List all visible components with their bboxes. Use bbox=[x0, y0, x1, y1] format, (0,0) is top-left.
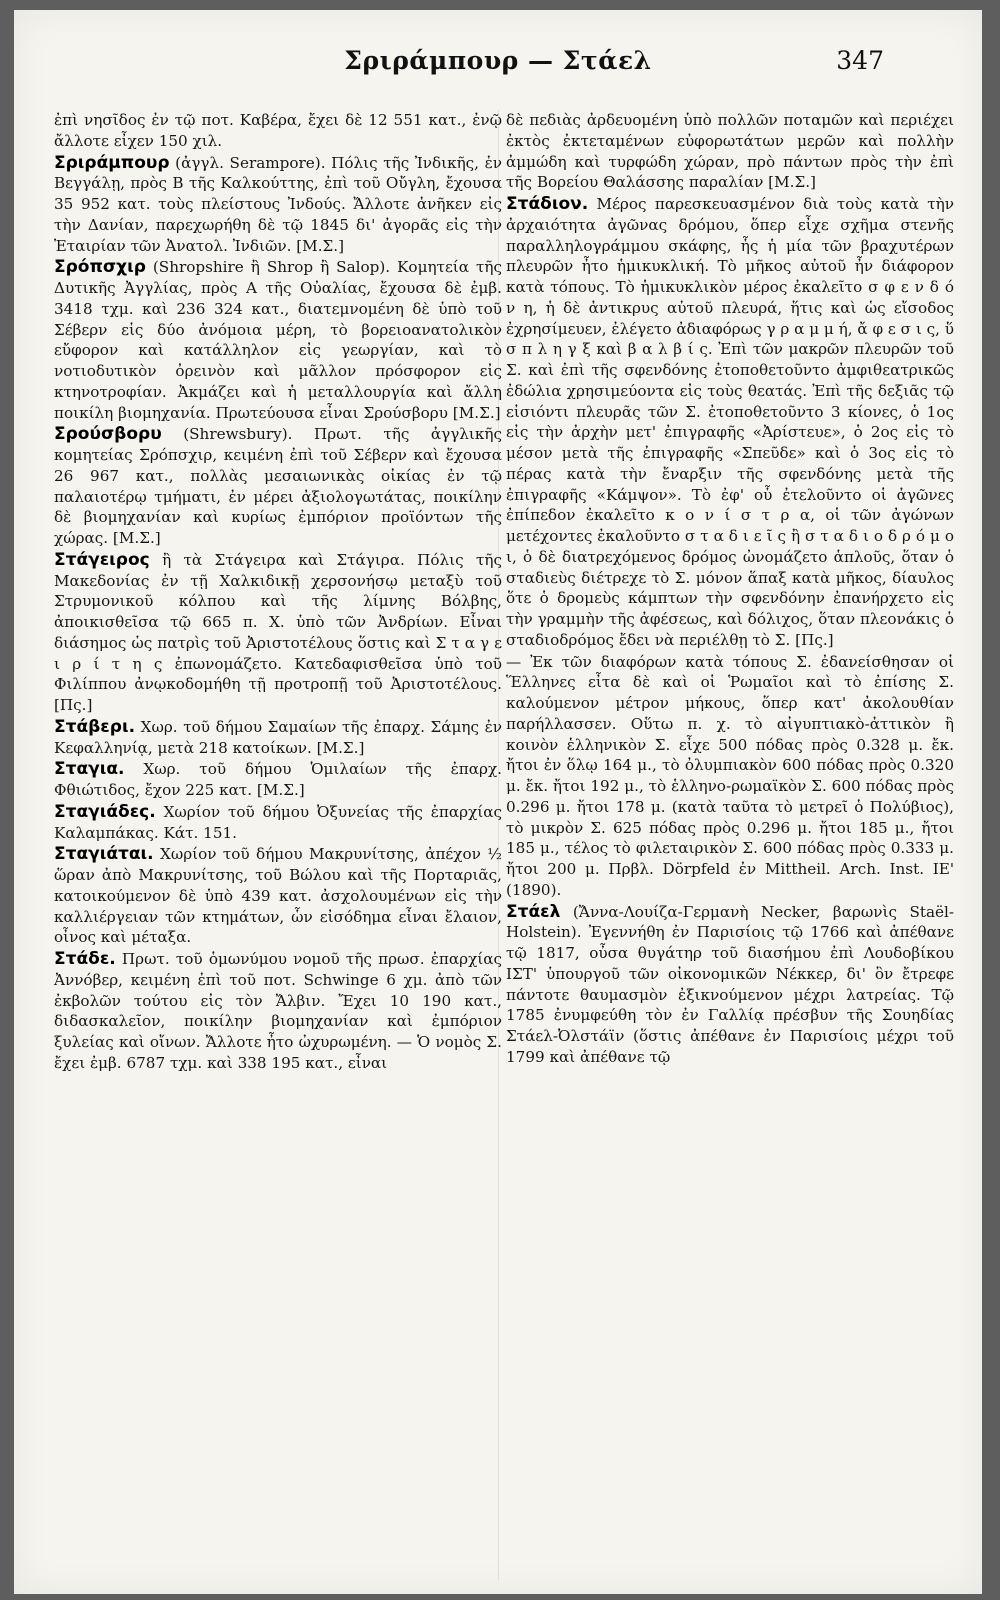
entry-text: Χωρίον τοῦ δήμου Ὀξυνείας τῆς ἐπαρχίας Καλαμπάκας. Κάτ. 151. bbox=[54, 802, 502, 842]
dictionary-entry bbox=[54, 110, 502, 152]
entry-text: ἢ τὰ Στάγειρα καὶ Στάγιρα. Πόλις τῆς Μακεδονίας ἐν τῇ Χαλκιδικῇ χερσονήσῳ μεταξὺ τοῦ Στρυμονικοῦ κόλπου καὶ τῆς λίμνης Βόλβης, ἀποικισθεῖσα τῷ 665 π. Χ. ὑπὸ τῶν Ἀνδρίων. Εἶναι διάσημος ὡς πατρὶς τοῦ Ἀριστοτέλους ὅστις καὶ Σ τ α γ ε ι ρ ί τ η ς ἐπωνομάζετο. Κατεδαφισθεῖσα ὑπὸ τοῦ Φιλίππου ἀνῳκοδομήθη τῇ προτροπῇ τοῦ Ἀριστοτέλους. [Πς.] bbox=[54, 550, 502, 714]
dictionary-entry bbox=[506, 652, 954, 901]
entry-text: Μέρος παρεσκευασμένον διὰ τοὺς κατὰ τὴν ἀρχαιότητα ἀγῶνας δρόμου, ὅπερ εἶχε σχῆμα στενῆς παραλληλογράμμου σκάφης, ἧς ἡ μία τῶν βραχυτέρων πλευρῶν ἦτο ἡμικυκλική. Τὸ μῆκος αὐτοῦ ἦν διάφορον κατὰ τόπους. Τὸ ἡμικυκλικὸν μέρος ἐκαλεῖτο σ φ ε ν δ ό ν η, ἡ δὲ ἀντικρυς αὐτοῦ πλευρά, ἥτις καὶ ὡς εἴσοδος ἐχρησίμευεν, ἐλέγετο ἀδιαφόρως γ ρ α μ μ ή, ἄ φ ε σ ι ς, ὕ σ π λ η γ ξ καὶ β α λ β ί ς. Ἐπὶ τῶν μακρῶν πλευρῶν τοῦ Σ. καὶ ἐπὶ τῆς σφενδόνης ἐτοποθετοῦντο ἀμφιθεατρικῶς ἐδώλια χρησιμεύοντα εἰς τοὺς θεατάς. Ἐπὶ τῆς δεξιᾶς τῷ εἰσιόντι πλευρᾶς τῶν Σ. ἐτοποθετοῦντο 3 κίονες, ὁ 1ος εἰς τὴν ἀρχὴν μετ' ἐπιγραφῆς «Ἀρίστευε», ὁ 2ος εἰς τὸ μέσον μετὰ τῆς ἐπιγραφῆς «Σπεῦδε» καὶ ὁ 3ος εἰς τὸ πέρας κατὰ τὴν ἔναρξιν τῆς σφενδόνης μετὰ τῆς ἐπιγραφῆς «Κάμψον». Τὸ ἐφ' οὗ ἐτελοῦντο οἱ ἀγῶνες ἐπίπεδον ἐκαλεῖτο κ ο ν ί σ τ ρ α, οἱ τῶν ἀγώνων μετέχοντες ἐκαλοῦντο σ τ α δ ι ε ῖ ς ἢ σ τ α δ ι ο δ ρ ό μ ο ι, ὁ δὲ διατρεχόμενος δρόμος ὠνομάζετο ἁπλοῦς, ὅταν ὁ σταδιεὺς διέτρεχε τὸ Σ. μόνον ἅπαξ κατὰ μῆκος, δίαυλος ὅτε ὁ δρομεὺς κάμπτων τὴν σφενδόνην ἐπανήρχετο εἰς τὴν γραμμὴν τῆς ἀφέσεως, καὶ δόλιχος, ὅταν πλεονάκις ὁ σταδιοδρόμος ἔδει νὰ περιέλθῃ τὸ Σ. [Πς.] bbox=[506, 195, 954, 649]
dictionary-entry bbox=[54, 717, 502, 759]
entry-headword: Σριράμπουρ bbox=[54, 152, 170, 173]
running-title: Σριράμπουρ — Στάελ bbox=[344, 46, 652, 75]
entry-headword: Σταγιάδες. bbox=[54, 801, 156, 822]
page-number: 347 bbox=[836, 46, 884, 75]
entry-headword: Στάβερι. bbox=[54, 716, 136, 737]
right-column bbox=[506, 110, 954, 1069]
entry-headword: Σταγιάται. bbox=[54, 844, 154, 865]
entry-text: (Shropshire ἢ Shrop ἢ Salop). Κομητεία τῆς Δυτικῆς Ἀγγλίας, πρὸς Α τῆς Οὐαλίας, ἔχουσα δὲ ἐμβ. 3418 τχμ. καὶ 236 324 κατ., διατεμνομένη δὲ ὑπὸ τοῦ Σέβερν εἰς δύο ἀνόμοια μέρη, τὸ βορειοανατολικὸν εὔφορον καὶ κατάλληλον εἰς γεωργίαν, καὶ τὸ νοτιοδυτικὸν ὀρεινὸν καὶ μᾶλλον πρόσφορον εἰς κτηνοτροφίαν. Ἀκμάζει καὶ ἡ μεταλλουργία καὶ ἄλλη ποικίλη βιομηχανία. Πρωτεύουσα εἶναι Σρούσβορυ [Μ.Σ.] bbox=[54, 258, 502, 422]
entry-text: Χωρίον τοῦ δήμου Μακρυνίτσης, ἀπέχον ½ ὥραν ἀπὸ Μακρυνίτσης, τοῦ Βώλου καὶ τῆς Πορταριᾶς, κατοικούμενον δὲ ὑπὸ 439 κατ. ἀσχολουμένων εἰς τὴν καλλιέργειαν τῶν κτημάτων, ὧν εἰσόδημα εἶναι ἔλαιον, οἶνος καὶ μέταξα. bbox=[54, 845, 502, 947]
entry-text: δὲ πεδιὰς ἀρδευομένη ὑπὸ πολλῶν ποταμῶν καὶ περιέχει ἐκτὸς ἐκτεταμένων εὐφορωτάτων μερῶν καὶ πολλὴν ἀμμώδη καὶ τυρφώδη χώραν, πρὸ πάντων πρὸς τὴν ἐπὶ τῆς Βορείου Θαλάσσης παραλίαν [Μ.Σ.] bbox=[506, 111, 954, 192]
dictionary-entry bbox=[54, 949, 502, 1074]
dictionary-entry bbox=[54, 424, 502, 549]
entry-text: ἐπὶ νησῖδος ἐν τῷ ποτ. Καβέρα, ἔχει δὲ 12 551 κατ., ἐνῷ ἄλλοτε εἶχεν 150 χιλ. bbox=[54, 111, 502, 150]
entry-text: Χωρ. τοῦ δήμου Σαμαίων τῆς ἐπαρχ. Σάμης ἐν Κεφαλληνίᾳ, μετὰ 218 κατοίκων. [Μ.Σ.] bbox=[54, 717, 502, 757]
dictionary-entry bbox=[54, 153, 502, 257]
dictionary-entry bbox=[506, 902, 954, 1068]
entry-headword: Σρόπσχιρ bbox=[54, 257, 146, 278]
dictionary-entry bbox=[54, 759, 502, 801]
running-head bbox=[14, 46, 982, 82]
entry-headword: Στάδιον. bbox=[506, 194, 589, 214]
entry-text: (Ἄννα-Λουίζα-Γερμανὴ Necker, βαρωνὶς Staël-Holstein). Ἐγεννήθη ἐν Παρισίοις τῷ 1766 καὶ ἀπέθανε τῷ 1817, οὖσα θυγάτηρ τοῦ διασήμου ἐπὶ Λουδοβίκου ΙΣΤ' ὑπουργοῦ τῶν οἰκονομικῶν Νέκκερ, δι' ὃν ἔτρεφε πάντοτε θαυμασμὸν ἐξικνούμενον μέχρι λατρείας. Τῷ 1785 ἐνυμφεύθη τὸν ἐν Γαλλίᾳ πρέσβυν τῆς Σουηδίας Στάελ-Ὀλστάϊν (ὅστις ἀπέθανε ἐν Παρισίοις μέχρι τοῦ 1799 καὶ ἀπέθανε τῷ bbox=[506, 902, 954, 1066]
entry-text: (Shrewsbury). Πρωτ. τῆς ἀγγλικῆς κομητείας Σρόπσχιρ, κειμένη ἐπὶ τοῦ Σέβερν καὶ ἔχουσα 26 967 κατ., πολλὰς μεσαιωνικὰς οἰκίας ἐν τῷ παλαιοτέρῳ τμήματι, ἐν μέρει ἀξιολογωτάτας, ποικίλην δὲ βιομηχανίαν καὶ κυρίως ἐμπόριον προϊόντων τῆς χώρας. [Μ.Σ.] bbox=[54, 425, 502, 547]
dictionary-entry bbox=[506, 110, 954, 193]
left-column bbox=[54, 110, 502, 1075]
dictionary-entry bbox=[506, 194, 954, 651]
entry-text: Χωρ. τοῦ δήμου Ὁμιλαίων τῆς ἐπαρχ. Φθιώτιδος, ἔχον 225 κατ. [Μ.Σ.] bbox=[54, 760, 502, 799]
entry-text: Πρωτ. τοῦ ὁμωνύμου νομοῦ τῆς πρωσ. ἐπαρχίας Ἀννόβερ, κειμένη ἐπὶ τοῦ ποτ. Schwinge 6 χμ. ἀπὸ τῶν ἐκβολῶν τούτου εἰς τὸν Ἄλβιν. Ἔχει 10 190 κατ., διδασκαλεῖον, ποικίλην βιομηχανίαν καὶ ἐμπόριον ξυλείας καὶ οἴνων. Ἄλλοτε ἦτο ὠχυρωμένη. — Ὁ νομὸς Σ. ἔχει ἐμβ. 6787 τχμ. καὶ 338 195 κατ., εἶναι bbox=[54, 950, 502, 1072]
entry-headword: Στάδε. bbox=[54, 949, 116, 969]
dictionary-entry bbox=[54, 802, 502, 844]
dictionary-entry bbox=[54, 844, 502, 948]
entry-headword: Σταγια. bbox=[54, 759, 125, 780]
entry-text: (ἀγγλ. Serampore). Πόλις τῆς Ἰνδικῆς, ἐν Βεγγάλῃ, πρὸς Β τῆς Καλκούττης, ἐπὶ τοῦ Οὔγλη, ἔχουσα 35 952 κατ. τοὺς πλείστους Ἰνδούς. Ἄλλοτε ἀνῆκεν εἰς τὴν Δανίαν, παρεχωρήθη δὲ τῷ 1845 δι' ἀγορᾶς εἰς τὴν Ἑταιρίαν τῶν Ἀνατολ. Ἰνδιῶν. [Μ.Σ.] bbox=[54, 153, 502, 255]
dictionary-entry bbox=[54, 550, 502, 716]
entry-headword: Στάγειρος bbox=[54, 549, 150, 570]
column-divider bbox=[498, 110, 499, 1580]
page bbox=[14, 10, 982, 1594]
dictionary-entry bbox=[54, 257, 502, 423]
entry-headword: Στάελ bbox=[506, 901, 561, 922]
entry-text: — Ἐκ τῶν διαφόρων κατὰ τόπους Σ. ἐδανείσθησαν οἱ Ἕλληνες εἶτα δὲ καὶ οἱ Ῥωμαῖοι καὶ τὸ ἐπίσης Σ. καλούμενον μέτρον μήκους, ὅπερ κατ' ἀκολουθίαν παρήλλασσεν. Οὕτω π. χ. τὸ αἰγυπτιακὸ-ἀττικὸν ἢ κοινὸν ἑλληνικὸν Σ. εἶχε 500 πόδας πρὸς 0.328 μ. ἔκ. ἤτοι ἐν ὅλῳ 164 μ., τὸ ὀλυμπιακὸν 600 πόδας πρὸς 0.320 μ. ἔκ. ἤτοι 192 μ., τὸ ἑλληνο-ρωμαϊκὸν Σ. 600 πόδας πρὸς 0.296 μ. ἤτοι 178 μ. (κατὰ ταῦτα τὸ μετρεῖ ὁ Πολύβιος), τὸ μικρὸν Σ. 625 πόδας πρὸς 0.296 μ. ἤτοι 185 μ., ἤτοι 185 μ., τέλος τὸ φιλεταιρικὸν Σ. 600 πόδας πρὸς 0.333 μ. ἤτοι 200 μ. Πρβλ. Dörpfeld ἐν Mittheil. Arch. Inst. ΙΕ' (1890). bbox=[506, 652, 954, 899]
entry-headword: Σρούσβορυ bbox=[54, 424, 162, 445]
